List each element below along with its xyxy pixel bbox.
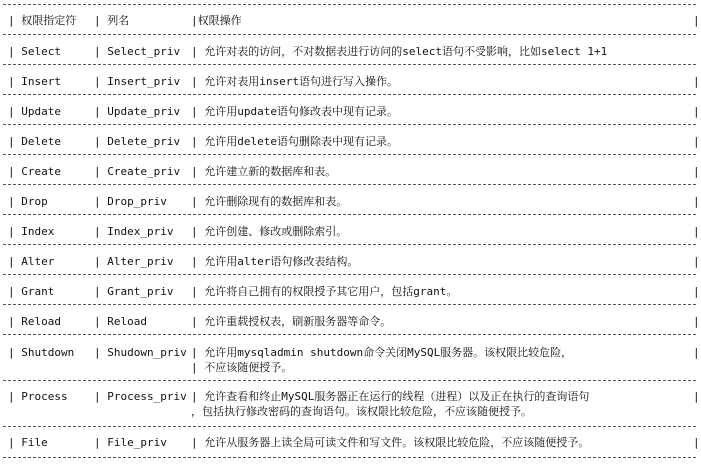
description-cell: | 允许建立新的数据库和表。 <box>191 165 337 178</box>
header-column-name: | 列名 <box>94 14 130 27</box>
column-cell: | Drop_priv <box>94 195 167 208</box>
row-end-bar: | <box>693 105 700 118</box>
row-separator <box>3 304 696 305</box>
row-end-bar: | <box>693 75 700 88</box>
description-cell: | 允许用delete语句删除表中现有记录。 <box>191 135 398 148</box>
row-end-bar: | <box>693 436 700 449</box>
privilege-cell: | Delete <box>8 135 61 148</box>
description-cell-continued: ，包括执行修改密码的查询语句。该权限比较危险，不应该随便授予。 <box>191 405 532 418</box>
column-cell: | File_priv <box>94 436 167 449</box>
description-cell: | 允许用alter语句修改表结构。 <box>191 255 359 268</box>
column-cell: | Alter_priv <box>94 255 174 268</box>
row-separator <box>3 380 696 381</box>
privilege-cell: | Drop <box>8 195 48 208</box>
row-separator <box>3 64 696 65</box>
row-end-bar: | <box>693 165 700 178</box>
row-end-bar: | <box>693 195 700 208</box>
row-end-bar: | <box>693 315 700 328</box>
table-border-bottom <box>3 457 696 458</box>
description-cell: | 允许用update语句修改表中现有记录。 <box>191 105 398 118</box>
header-separator <box>3 34 696 35</box>
column-cell: | Index_priv <box>94 225 174 238</box>
column-cell: | Select_priv <box>94 45 181 58</box>
privilege-cell: | Select <box>8 45 61 58</box>
privilege-cell: | Update <box>8 105 61 118</box>
row-separator <box>3 124 696 125</box>
privilege-cell: | Insert <box>8 75 61 88</box>
description-cell: | 允许从服务器上读全局可读文件和写文件。该权限比较危险，不应该随便授予。 <box>191 436 590 449</box>
row-separator <box>3 154 696 155</box>
column-cell: | Create_priv <box>94 165 181 178</box>
header-privilege-specifier: | 权限指定符 <box>8 14 77 27</box>
privilege-cell: | Grant <box>8 285 55 298</box>
description-cell: | 允许将自己拥有的权限授予其它用户，包括grant。 <box>191 285 458 298</box>
row-separator <box>3 214 696 215</box>
description-cell: | 允许对表用insert语句进行写入操作。 <box>191 75 398 88</box>
privilege-cell: | Index <box>8 225 55 238</box>
description-cell: | 允许创建、修改或删除索引。 <box>191 225 348 238</box>
table-border-top <box>3 4 696 5</box>
row-end-bar: | <box>693 346 700 359</box>
privilege-cell: | Process <box>8 390 68 403</box>
column-cell: | Grant_priv <box>94 285 174 298</box>
row-end-bar: | <box>693 390 700 403</box>
header-privilege-operation: |权限操作 <box>191 14 242 27</box>
privilege-cell: | Shutdown <box>8 346 75 359</box>
description-cell: | 允许删除现有的数据库和表。 <box>191 195 348 208</box>
privilege-cell: | Alter <box>8 255 55 268</box>
privilege-cell: | File <box>8 436 48 449</box>
description-cell-continued: | 不应该随便授予。 <box>191 361 293 374</box>
row-end-bar: | <box>693 135 700 148</box>
description-cell: | 允许查看和终止MySQL服务器正在运行的线程（进程）以及正在执行的查询语句 <box>191 390 590 403</box>
privilege-cell: | Reload <box>8 315 61 328</box>
description-cell: | 允许用mysqladmin shutdown命令关闭MySQL服务器。该权限比较危险， <box>191 346 573 359</box>
description-cell: | 允许对表的访问，不对数据表进行访问的select语句不受影响，比如select 1+1 <box>191 45 608 58</box>
description-cell: | 允许重载授权表，刷新服务器等命令。 <box>191 315 392 328</box>
row-separator <box>3 274 696 275</box>
column-cell: | Insert_priv <box>94 75 181 88</box>
row-separator <box>3 426 696 427</box>
row-end-bar: | <box>693 225 700 238</box>
row-separator <box>3 244 696 245</box>
row-separator <box>3 334 696 335</box>
row-separator <box>3 184 696 185</box>
column-cell: | Process_priv <box>94 390 187 403</box>
privilege-cell: | Create <box>8 165 61 178</box>
column-cell: | Update_priv <box>94 105 181 118</box>
row-end-bar: | <box>693 255 700 268</box>
column-cell: | Shudown_priv <box>94 346 187 359</box>
column-cell: | Reload <box>94 315 147 328</box>
row-end-bar: | <box>693 285 700 298</box>
header-end-bar: | <box>693 14 700 27</box>
row-separator <box>3 94 696 95</box>
column-cell: | Delete_priv <box>94 135 181 148</box>
